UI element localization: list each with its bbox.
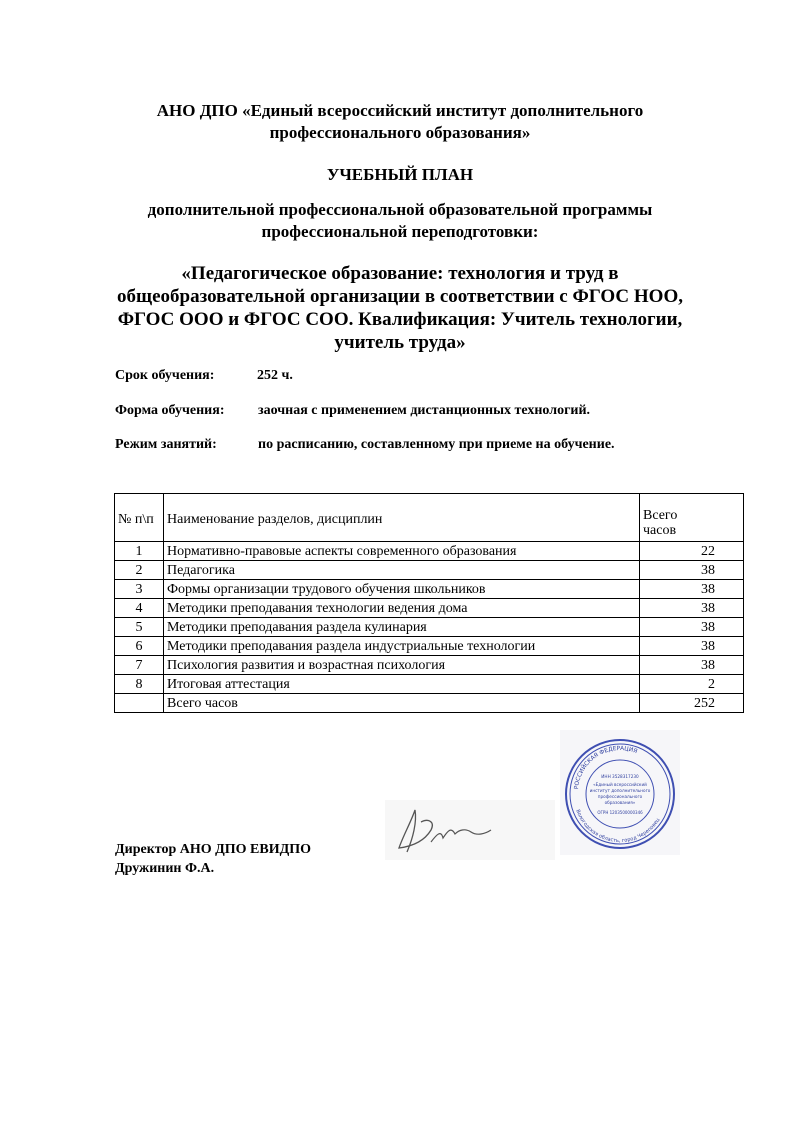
row-name: Методики преподавания технологии ведения дома [164, 599, 640, 618]
row-hours: 38 [640, 599, 744, 618]
program-line-2: общеобразовательной организации в соответствии с ФГОС НОО, [117, 286, 683, 307]
row-hours: 38 [640, 656, 744, 675]
signature-background [385, 800, 555, 860]
director-name: Дружинин Ф.А. [115, 861, 215, 876]
row-name: Педагогика [164, 561, 640, 580]
seal-ogrn: ОГРН 1203500000346 [597, 810, 643, 815]
row-hours: 38 [640, 561, 744, 580]
duration-row [115, 367, 293, 385]
row-name: Методики преподавания раздела кулинария [164, 618, 640, 637]
row-hours: 38 [640, 637, 744, 656]
header-name: Наименование разделов, дисциплин [164, 494, 640, 542]
row-num: 4 [115, 599, 164, 618]
study-form-value: заочная с применением дистанционных технологий. [258, 403, 591, 418]
program-line-1: «Педагогическое образование: технология и труд в [181, 263, 619, 284]
seal-bottom-text: Вологодская область, город Череповец [574, 808, 662, 844]
table-row [115, 675, 744, 694]
subtitle-line-2: профессиональной переподготовки: [261, 222, 539, 241]
study-form-row [115, 402, 591, 420]
row-hours: 38 [640, 618, 744, 637]
curriculum-table [114, 493, 744, 713]
program-name [0, 262, 800, 354]
study-mode-value: по расписанию, составленному при приеме на обучение. [258, 437, 615, 452]
table-row [115, 656, 744, 675]
document-subtitle [0, 199, 800, 243]
header-hours-line-2: часов [643, 523, 677, 538]
seal-center-2: институт дополнительного [589, 788, 651, 793]
subtitle-line-1: дополнительной профессиональной образовательной программы [147, 200, 653, 219]
seal-center-3: профессионального [597, 794, 643, 799]
program-line-3: ФГОС ООО и ФГОС СОО. Квалификация: Учитель технологии, [117, 309, 683, 330]
total-label: Всего часов [164, 694, 640, 713]
institution-heading [0, 100, 800, 144]
director-title: Директор АНО ДПО ЕВИДПО [115, 842, 312, 857]
row-name: Методики преподавания раздела индустриальные технологии [164, 637, 640, 656]
total-num [115, 694, 164, 713]
row-name: Формы организации трудового обучения школьников [164, 580, 640, 599]
table-row [115, 599, 744, 618]
study-form-label: Форма обучения: [115, 403, 225, 418]
row-name: Нормативно-правовые аспекты современного образования [164, 542, 640, 561]
row-name: Итоговая аттестация [164, 675, 640, 694]
row-num: 7 [115, 656, 164, 675]
row-hours: 22 [640, 542, 744, 561]
seal-center-1: «Единый всероссийский [593, 782, 647, 787]
row-name: Психология развития и возрастная психология [164, 656, 640, 675]
table-row [115, 542, 744, 561]
seal-center-4: образования» [604, 800, 636, 805]
director-signature-block [115, 840, 311, 878]
duration-value: 252 ч. [257, 368, 293, 383]
row-num: 1 [115, 542, 164, 561]
study-mode-label: Режим занятий: [115, 437, 217, 452]
official-seal [560, 730, 680, 855]
institution-line-2: профессионального образования» [269, 123, 531, 142]
row-num: 5 [115, 618, 164, 637]
table-row [115, 561, 744, 580]
duration-label: Срок обучения: [115, 368, 215, 383]
row-num: 8 [115, 675, 164, 694]
seal-inn: ИНН 3528317230 [601, 774, 639, 779]
total-hours: 252 [640, 694, 744, 713]
header-num: № п\п [115, 494, 164, 542]
document-title: УЧЕБНЫЙ ПЛАН [326, 165, 474, 184]
row-num: 3 [115, 580, 164, 599]
institution-line-1: АНО ДПО «Единый всероссийский институт дополнительного [156, 101, 644, 120]
table-row [115, 618, 744, 637]
header-hours-line-1: Всего [643, 508, 678, 523]
table-total-row [115, 694, 744, 713]
table-header-row [115, 494, 744, 542]
row-hours: 2 [640, 675, 744, 694]
table-row [115, 580, 744, 599]
program-line-4: учитель труда» [334, 332, 466, 353]
director-signature [385, 800, 555, 860]
row-hours: 38 [640, 580, 744, 599]
seal-top-text: РОССИЙСКАЯ ФЕДЕРАЦИЯ [574, 745, 638, 790]
table-row [115, 637, 744, 656]
row-num: 6 [115, 637, 164, 656]
study-mode-row [115, 436, 615, 454]
row-num: 2 [115, 561, 164, 580]
header-hours [640, 494, 744, 542]
